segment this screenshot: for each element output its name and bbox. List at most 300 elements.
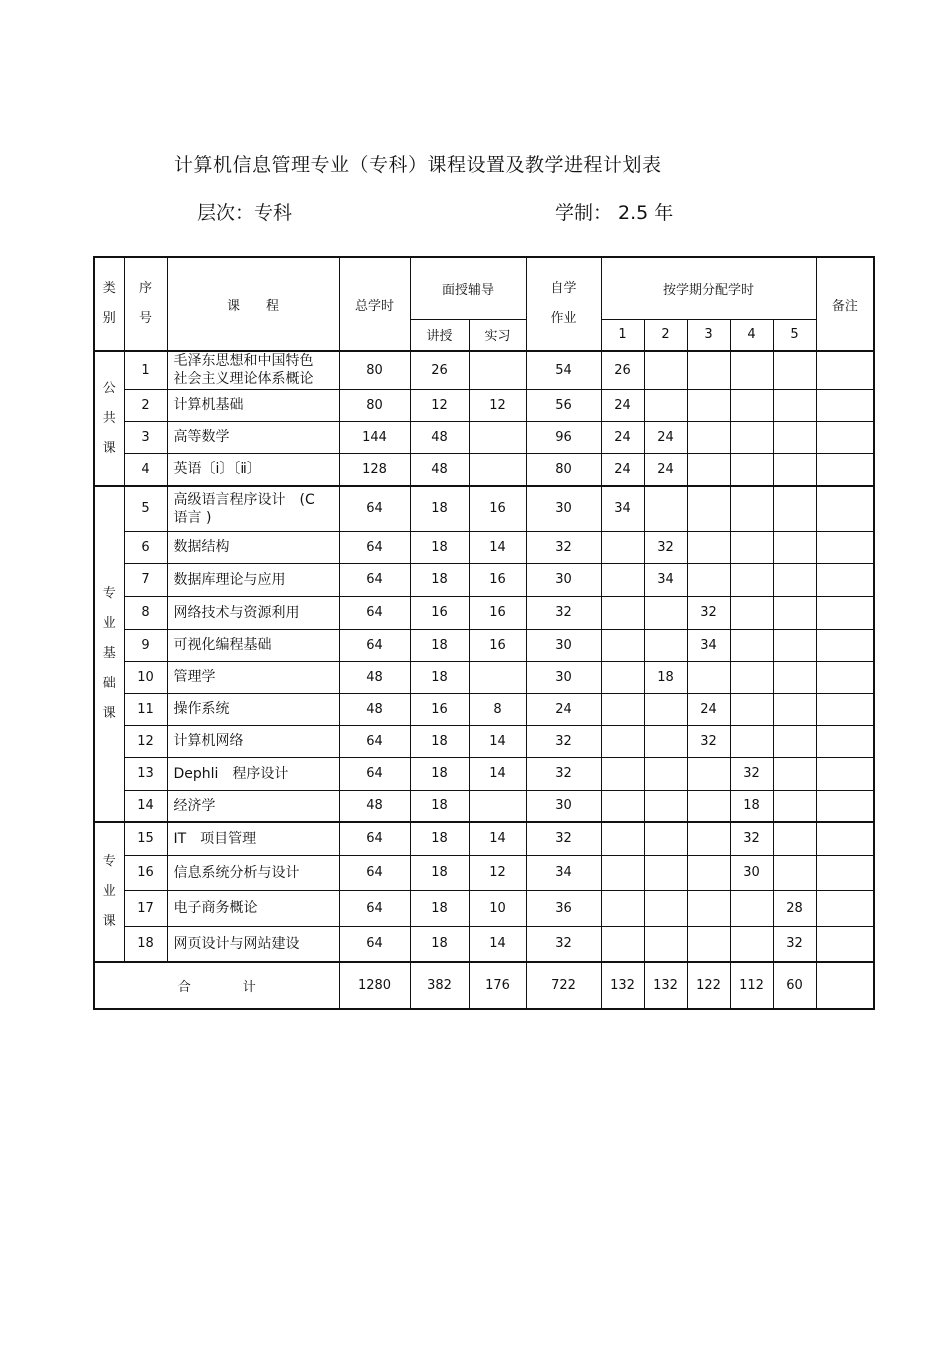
self-study-cell: 34 [526,855,601,890]
category-char: 业 [102,616,116,631]
semester-2-cell [644,757,687,790]
table-row [94,757,874,790]
total-hours-cell: 144 [339,421,410,453]
course-name-line: 可视化编程基础 [173,637,272,653]
seq-cell: 10 [124,661,167,693]
header-self-study: 自学 作业 [526,257,601,351]
header-semester-3: 3 [687,319,730,351]
course-name-cell [167,421,339,453]
self-study-cell: 30 [526,486,601,531]
semester-1-cell [601,757,644,790]
semester-5-cell [773,453,816,486]
seq-cell: 5 [124,486,167,531]
semester-5-cell [773,596,816,629]
semester-1-cell [601,661,644,693]
course-name-cell [167,693,339,725]
practice-cell: 10 [469,890,526,926]
level-label: 层次：专科 [197,202,293,224]
course-name-cell [167,351,339,389]
remarks-cell [816,421,874,453]
totals-label: 合 计 [94,962,339,1009]
self-study-cell: 96 [526,421,601,453]
remarks-cell [816,790,874,822]
course-name-cell [167,661,339,693]
semester-5-cell: 32 [773,926,816,962]
header-practice: 实习 [469,319,526,351]
course-name-cell [167,531,339,563]
semester-4-cell: 30 [730,855,773,890]
semester-2-cell [644,351,687,389]
course-name-cell [167,757,339,790]
header-total-hours: 总学时 [339,257,410,351]
lecture-cell: 18 [410,855,469,890]
semester-3-cell [687,757,730,790]
course-name-cell [167,822,339,855]
practice-cell [469,421,526,453]
semester-4-cell: 18 [730,790,773,822]
header-lecture: 讲授 [410,319,469,351]
semester-2-cell [644,596,687,629]
semester-2-cell: 18 [644,661,687,693]
category-char: 专 [102,586,116,601]
semester-4-cell [730,486,773,531]
seq-cell: 9 [124,629,167,661]
course-name-cell [167,890,339,926]
remarks-cell [816,926,874,962]
header-row-1 [94,257,874,319]
seq-cell: 8 [124,596,167,629]
lecture-cell: 18 [410,926,469,962]
remarks-cell [816,629,874,661]
table-row [94,855,874,890]
self-study-cell: 80 [526,453,601,486]
semester-3-cell: 34 [687,629,730,661]
practice-cell [469,661,526,693]
total-hours-cell: 64 [339,725,410,757]
semester-3-cell: 24 [687,693,730,725]
semester-3-cell [687,421,730,453]
category-char: 公 [102,380,116,396]
lecture-cell: 48 [410,453,469,486]
seq-cell: 11 [124,693,167,725]
semester-5-cell [773,661,816,693]
semester-2-cell [644,486,687,531]
semester-5-cell [773,629,816,661]
course-name-cell [167,725,339,757]
table-row [94,421,874,453]
total-hours-cell: 48 [339,790,410,822]
semester-3-cell [687,531,730,563]
remarks-cell [816,693,874,725]
course-name-line: 网络技术与资源利用 [173,604,300,621]
semester-4-cell: 32 [730,757,773,790]
totals-practice: 176 [469,962,526,1009]
semester-1-cell: 24 [601,389,644,421]
course-name-cell [167,453,339,486]
study-duration-label: 学制： 2.5 年 [555,202,674,224]
semester-1-cell: 24 [601,453,644,486]
seq-cell: 15 [124,822,167,855]
self-study-cell: 30 [526,563,601,596]
semester-2-cell: 24 [644,453,687,486]
practice-cell: 16 [469,596,526,629]
table-row [94,453,874,486]
seq-cell: 12 [124,725,167,757]
total-hours-cell: 64 [339,531,410,563]
remarks-cell [816,389,874,421]
table-row [94,725,874,757]
semester-3-cell [687,389,730,421]
semester-4-cell [730,563,773,596]
lecture-cell: 18 [410,486,469,531]
total-hours-cell: 48 [339,693,410,725]
lecture-cell: 18 [410,890,469,926]
semester-3-cell [687,890,730,926]
remarks-cell [816,596,874,629]
practice-cell: 16 [469,563,526,596]
total-hours-cell: 64 [339,757,410,790]
semester-4-cell [730,661,773,693]
semester-1-cell [601,693,644,725]
totals-semester-5: 60 [773,962,816,1009]
course-name-cell [167,563,339,596]
table-row [94,486,874,531]
total-hours-cell: 80 [339,389,410,421]
semester-1-cell [601,822,644,855]
semester-4-cell [730,453,773,486]
course-name-cell [167,926,339,962]
remarks-cell [816,453,874,486]
table-row [94,531,874,563]
semester-4-cell [730,890,773,926]
course-name-line: 社会主义理论体系概论 [173,371,314,388]
header-remarks: 备注 [816,257,874,351]
total-hours-cell: 64 [339,486,410,531]
header-semester-2: 2 [644,319,687,351]
seq-cell: 1 [124,351,167,389]
semester-2-cell [644,693,687,725]
total-hours-cell: 64 [339,629,410,661]
totals-semester-1: 132 [601,962,644,1009]
course-name-cell [167,389,339,421]
lecture-cell: 12 [410,389,469,421]
semester-3-cell [687,855,730,890]
practice-cell: 14 [469,926,526,962]
practice-cell: 8 [469,693,526,725]
seq-cell: 14 [124,790,167,822]
self-study-cell: 30 [526,629,601,661]
lecture-cell: 18 [410,822,469,855]
table-row [94,693,874,725]
header-semester-5: 5 [773,319,816,351]
practice-cell: 14 [469,531,526,563]
totals-self-study: 722 [526,962,601,1009]
totals-semester-4: 112 [730,962,773,1009]
seq-cell: 6 [124,531,167,563]
self-study-cell: 30 [526,661,601,693]
category-char: 础 [102,676,116,691]
category-cell [94,486,124,822]
category-char: 基 [102,646,116,661]
semester-1-cell [601,855,644,890]
semester-4-cell [730,421,773,453]
lecture-cell: 18 [410,661,469,693]
semester-1-cell: 24 [601,421,644,453]
totals-semester-3: 122 [687,962,730,1009]
practice-cell: 14 [469,725,526,757]
remarks-cell [816,563,874,596]
total-hours-cell: 128 [339,453,410,486]
seq-cell: 2 [124,389,167,421]
remarks-cell [816,725,874,757]
semester-1-cell [601,725,644,757]
practice-cell: 12 [469,389,526,421]
totals-lecture: 382 [410,962,469,1009]
course-name-line: 网页设计与网站建设 [173,935,300,952]
course-name-line: 高等数学 [173,429,230,445]
table-row [94,629,874,661]
header-course: 课 程 [167,257,339,351]
semester-2-cell [644,790,687,822]
category-char: 课 [102,440,116,456]
remarks-cell [816,822,874,855]
self-study-cell: 56 [526,389,601,421]
semester-2-cell [644,725,687,757]
seq-cell: 7 [124,563,167,596]
course-name-line: 计算机网络 [173,733,244,749]
semester-2-cell [644,926,687,962]
course-name-line: 计算机基础 [173,397,244,413]
category-cell [94,351,124,486]
remarks-cell [816,855,874,890]
self-study-cell: 32 [526,757,601,790]
semester-3-cell [687,563,730,596]
practice-cell: 12 [469,855,526,890]
semester-4-cell: 32 [730,822,773,855]
header-seq: 序 号 [124,257,167,351]
table-row [94,661,874,693]
total-hours-cell: 64 [339,890,410,926]
semester-2-cell [644,855,687,890]
category-char: 课 [102,706,116,721]
self-study-cell: 32 [526,531,601,563]
header-semester-distribution: 按学期分配学时 [601,257,816,319]
course-name-line: 操作系统 [173,701,230,717]
remarks-cell [816,757,874,790]
course-plan-table [93,256,875,1010]
practice-cell: 16 [469,486,526,531]
semester-2-cell [644,629,687,661]
lecture-cell: 48 [410,421,469,453]
category-cell [94,822,124,962]
header-face-teaching: 面授辅导 [410,257,526,319]
semester-3-cell [687,351,730,389]
semester-4-cell [730,596,773,629]
semester-1-cell [601,790,644,822]
self-study-cell: 32 [526,822,601,855]
practice-cell [469,453,526,486]
practice-cell [469,790,526,822]
lecture-cell: 16 [410,596,469,629]
course-name-cell [167,790,339,822]
totals-semester-2: 132 [644,962,687,1009]
semester-5-cell [773,486,816,531]
semester-2-cell [644,890,687,926]
course-name-line: 电子商务概论 [173,900,258,916]
category-char: 专 [102,854,116,869]
category-char: 业 [102,884,116,899]
table-row [94,389,874,421]
semester-5-cell [773,822,816,855]
total-hours-cell: 48 [339,661,410,693]
lecture-cell: 18 [410,629,469,661]
total-hours-cell: 64 [339,822,410,855]
table-row [94,890,874,926]
semester-5-cell [773,790,816,822]
page-title: 计算机信息管理专业（专科）课程设置及教学进程计划表 [174,154,662,176]
lecture-cell: 16 [410,693,469,725]
table-row [94,563,874,596]
table-row [94,790,874,822]
total-hours-cell: 64 [339,596,410,629]
self-study-cell: 24 [526,693,601,725]
semester-2-cell: 32 [644,531,687,563]
semester-1-cell [601,596,644,629]
semester-1-cell [601,629,644,661]
semester-1-cell [601,890,644,926]
seq-cell: 3 [124,421,167,453]
self-study-cell: 30 [526,790,601,822]
remarks-cell [816,890,874,926]
self-study-cell: 32 [526,596,601,629]
semester-5-cell [773,757,816,790]
semester-4-cell [730,693,773,725]
semester-1-cell [601,563,644,596]
course-name-cell [167,855,339,890]
totals-remarks [816,962,874,1009]
total-hours-cell: 80 [339,351,410,389]
header-semester-4: 4 [730,319,773,351]
semester-4-cell [730,926,773,962]
lecture-cell: 18 [410,531,469,563]
semester-1-cell: 34 [601,486,644,531]
total-hours-cell: 64 [339,563,410,596]
table-row [94,926,874,962]
semester-5-cell [773,693,816,725]
self-study-cell: 32 [526,725,601,757]
self-study-cell: 32 [526,926,601,962]
total-hours-cell: 64 [339,926,410,962]
course-name-line: 信息系统分析与设计 [173,864,300,881]
total-hours-cell: 64 [339,855,410,890]
seq-cell: 4 [124,453,167,486]
totals-total-hours: 1280 [339,962,410,1009]
practice-cell [469,351,526,389]
lecture-cell: 26 [410,351,469,389]
semester-3-cell: 32 [687,725,730,757]
lecture-cell: 18 [410,757,469,790]
practice-cell: 14 [469,757,526,790]
semester-2-cell [644,822,687,855]
semester-4-cell [730,351,773,389]
category-char: 共 [102,410,116,426]
semester-5-cell [773,563,816,596]
course-name-cell [167,596,339,629]
semester-4-cell [730,725,773,757]
semester-1-cell: 26 [601,351,644,389]
semester-5-cell [773,389,816,421]
semester-3-cell [687,926,730,962]
course-name-line: 语言 ) [173,509,212,526]
seq-cell: 16 [124,855,167,890]
semester-3-cell [687,486,730,531]
table-row [94,596,874,629]
semester-2-cell: 34 [644,563,687,596]
semester-4-cell [730,531,773,563]
course-name-cell [167,629,339,661]
course-name-line: 数据结构 [173,539,230,555]
semester-2-cell: 24 [644,421,687,453]
header-category: 类 别 [94,257,124,351]
header-semester-1: 1 [601,319,644,351]
semester-1-cell [601,531,644,563]
semester-4-cell [730,389,773,421]
remarks-cell [816,351,874,389]
semester-3-cell [687,661,730,693]
lecture-cell: 18 [410,725,469,757]
course-name-line: 高级语言程序设计 (C [173,491,315,508]
semester-5-cell [773,421,816,453]
course-name-line: 数据库理论与应用 [173,571,286,588]
course-name-line: 经济学 [173,797,216,814]
semester-3-cell [687,822,730,855]
semester-5-cell [773,351,816,389]
remarks-cell [816,661,874,693]
semester-3-cell [687,453,730,486]
semester-3-cell: 32 [687,596,730,629]
seq-cell: 13 [124,757,167,790]
seq-cell: 17 [124,890,167,926]
table-row [94,351,874,389]
course-name-line: 毛泽东思想和中国特色 [173,353,314,370]
lecture-cell: 18 [410,563,469,596]
remarks-cell [816,486,874,531]
course-name-cell [167,486,339,531]
seq-cell: 18 [124,926,167,962]
semester-3-cell [687,790,730,822]
course-name-line: IT 项目管理 [173,830,257,847]
remarks-cell [816,531,874,563]
semester-5-cell [773,725,816,757]
table-row [94,822,874,855]
semester-2-cell [644,389,687,421]
course-name-line: Dephli 程序设计 [173,765,289,782]
self-study-cell: 36 [526,890,601,926]
practice-cell: 14 [469,822,526,855]
semester-5-cell [773,531,816,563]
semester-4-cell [730,629,773,661]
totals-row [94,962,874,1009]
course-name-line: 管理学 [173,669,216,685]
semester-1-cell [601,926,644,962]
category-char: 课 [102,914,116,929]
semester-5-cell [773,855,816,890]
course-name-line: 英语〔ⅰ〕〔ⅱ〕 [173,461,261,478]
semester-5-cell: 28 [773,890,816,926]
lecture-cell: 18 [410,790,469,822]
practice-cell: 16 [469,629,526,661]
self-study-cell: 54 [526,351,601,389]
